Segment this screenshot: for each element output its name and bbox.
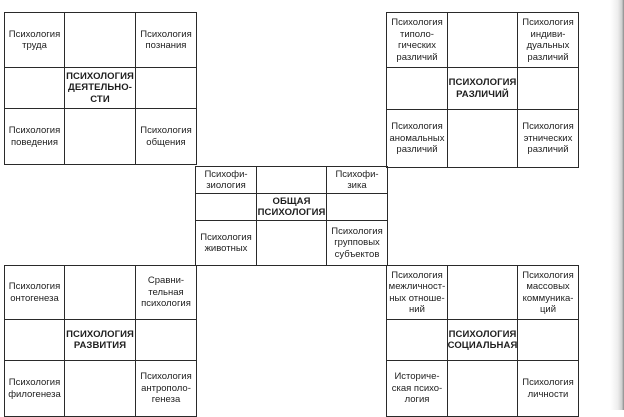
empty-cell: [257, 221, 327, 265]
empty-cell: [448, 13, 518, 68]
empty-cell: [257, 167, 327, 194]
block-general-psychology: [195, 166, 388, 266]
branch-label: Психофи- зика: [327, 167, 387, 194]
empty-cell: [387, 68, 448, 110]
empty-cell: [327, 194, 387, 221]
page-edge-shadow: [610, 0, 624, 410]
branch-label: Психология поведения: [5, 109, 65, 164]
block-title: ПСИХОЛОГИЯ РАЗЛИЧИЙ: [448, 68, 518, 110]
block-social-psychology: [386, 265, 579, 417]
branch-label: Психология животных: [196, 221, 257, 265]
block-title: ПСИХОЛОГИЯ РАЗВИТИЯ: [65, 320, 136, 361]
branch-label: Психология этнических различий: [522, 121, 574, 156]
branch-label: Психология типоло- гических различий: [387, 13, 448, 68]
empty-cell: [65, 361, 136, 416]
block-title: ПСИХОЛОГИЯ ДЕЯТЕЛЬНО- СТИ: [65, 68, 136, 109]
branch-label: Психология труда: [5, 13, 65, 68]
branch-label: Психология аномальных различий: [387, 110, 448, 167]
empty-cell: [65, 266, 136, 320]
empty-cell: [448, 110, 518, 167]
empty-cell: [65, 13, 136, 68]
block-title: ОБЩАЯ ПСИХОЛОГИЯ: [257, 194, 327, 221]
empty-cell: [387, 320, 448, 361]
branch-label: Психология личности: [522, 377, 574, 400]
empty-cell: [448, 266, 518, 320]
branch-label: Психология филогенеза: [5, 361, 65, 416]
empty-cell: [5, 68, 65, 109]
branch-label: Психология общения: [140, 125, 192, 148]
block-title: ПСИХОЛОГИЯ СОЦИАЛЬНАЯ: [448, 320, 518, 361]
branch-label: Психология познания: [136, 13, 196, 68]
empty-cell: [136, 68, 196, 109]
empty-cell: [518, 320, 578, 361]
branch-label: Психология антрополо- генеза: [140, 371, 192, 406]
block-psychology-of-differences: [386, 12, 579, 168]
empty-cell: [196, 194, 257, 221]
branch-label: Психология групповых субъектов: [331, 225, 383, 260]
block-psychology-of-activity: [4, 12, 197, 165]
branch-label: Сравни- тельная психология: [136, 266, 196, 320]
branch-label: Психология онтогенеза: [5, 266, 65, 320]
empty-cell: [518, 68, 578, 110]
empty-cell: [65, 109, 136, 164]
branch-label: Психология межличност- ных отноше- ний: [387, 266, 448, 320]
block-developmental-psychology: [4, 265, 197, 417]
empty-cell: [448, 361, 518, 416]
empty-cell: [136, 320, 196, 361]
branch-label: Психология индиви- дуальных различий: [518, 13, 578, 68]
empty-cell: [5, 320, 65, 361]
branch-label: Историче- ская психо- логия: [387, 361, 448, 416]
branch-label: Психология массовых коммуника- ций: [518, 266, 578, 320]
branch-label: Психофи- зиология: [196, 167, 257, 194]
